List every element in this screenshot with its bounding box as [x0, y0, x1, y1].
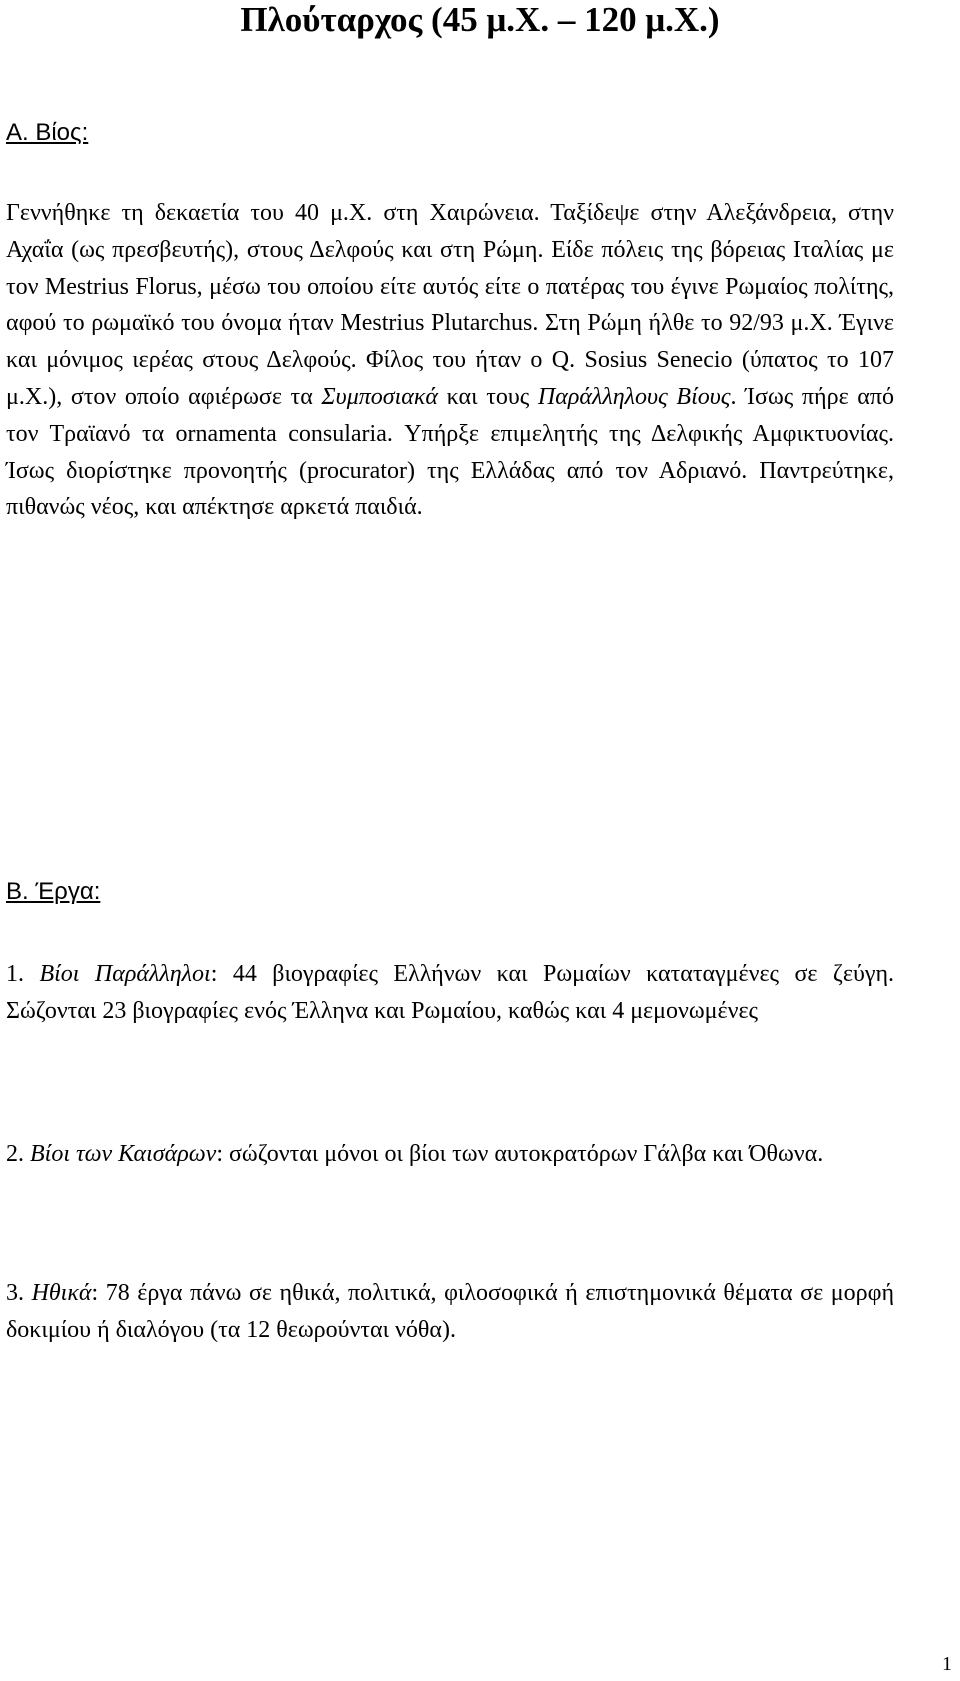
work-title: Βίοι Παράλληλοι [39, 961, 211, 987]
work-number: 3. [6, 1280, 32, 1306]
work-description: : σώζονται μόνοι οι βίοι των αυτοκρατόρων Γάλβα και Όθωνα. [216, 1141, 824, 1167]
work-title: Ηθικά [31, 1280, 92, 1306]
work-number: 2. [6, 1141, 30, 1167]
page-number: 1 [942, 1653, 952, 1675]
biography-paragraph [6, 195, 894, 526]
work-description: : 44 βιογραφίες Ελλήνων και Ρωμαίων καταταγμένες σε ζεύγη. Σώζονται 23 βιογραφίες ενός Έλληνα και Ρωμαίου, καθώς και 4 μεμονωμένες [6, 961, 894, 1024]
bio-italic-symposiaka: Συμποσιακά [321, 383, 438, 410]
work-item-3 [6, 1275, 894, 1349]
work-item-2 [6, 1136, 894, 1173]
work-number: 1. [6, 961, 40, 987]
bio-text-1: Γεννήθηκε τη δεκαετία του 40 μ.Χ. στη Χαιρώνεια. Ταξίδεψε στην Αλεξάνδρεια, στην Αχαΐα (ως πρεσβευτής), στους Δελφούς και στη Ρώμη. Είδε πόλεις της βόρειας Ιταλίας με τον Mestrius Florus, μέσω του οποίου είτε αυτός είτε ο πατέρας του έγινε Ρωμαίος πολίτης, αφού το ρωμαϊκό του όνομα ήταν Mestrius Plutarchus. Στη Ρώμη ήλθε το 92/93 μ.Χ. Έγινε και μόνιμος ιερέας στους Δελφούς. Φίλος του ήταν ο Q. Sosius Senecio (ύπατος το 107 μ.Χ.), στον οποίο αφιέρωσε τα [6, 200, 894, 410]
work-description: : 78 έργα πάνω σε ηθικά, πολιτικά, φιλοσοφικά ή επιστημονικά θέματα σε μορφή δοκιμίου ή διαλόγου (τα 12 θεωρούνται νόθα). [6, 1280, 894, 1343]
work-item-1 [6, 956, 894, 1030]
section-b-heading: Β. Έργα: [6, 878, 101, 905]
page-title: Πλούταρχος (45 μ.Χ. – 120 μ.Χ.) [240, 0, 720, 39]
section-a-heading: Α. Βίος: [6, 119, 89, 146]
work-title: Βίοι των Καισάρων [30, 1141, 217, 1167]
bio-text-3: . Ίσως πήρε από τον Τραϊανό τα ornamenta consularia. Υπήρξε επιμελητής της Δελφικής Αμφικτυονίας. Ίσως διορίστηκε προνοητής (procurator) της Ελλάδας από τον Αδριανό. Παντρεύτηκε, πιθανώς νέος, και απέκτησε αρκετά παιδιά. [6, 383, 894, 521]
bio-italic-parallel-lives: Παράλληλους Βίους [537, 383, 731, 410]
bio-text-2: και τους [438, 383, 538, 410]
